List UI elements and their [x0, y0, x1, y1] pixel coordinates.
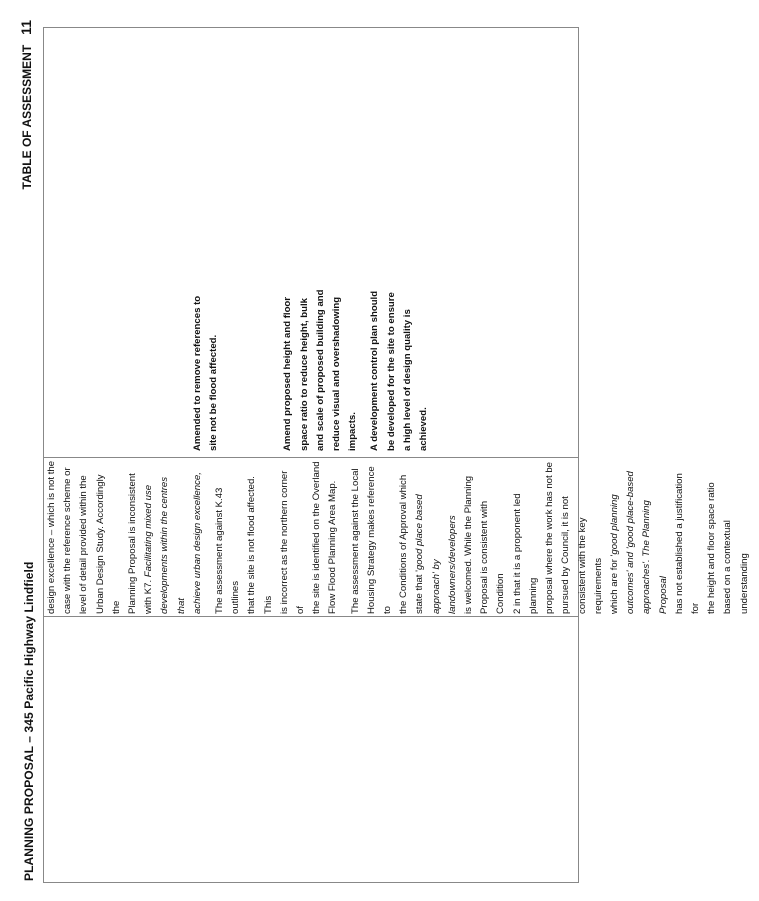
response-spacer [228, 31, 280, 451]
assessment-column [44, 460, 759, 614]
response-paragraph: Amended to remove references to site not be flood affected. [192, 295, 220, 451]
response-paragraph: A development control plan should be developed for the site to ensure a high level of design quality is achieved. [369, 290, 430, 451]
assessment-table [43, 27, 750, 883]
response-spacer [44, 31, 190, 451]
column-divider [44, 457, 578, 458]
response-column [44, 31, 438, 451]
section-title: TABLE OF ASSESSMENT [20, 44, 34, 190]
assessment-paragraph: The assessment against the Local Housing Strategy makes reference to the Conditions of Approval which state that 'good place based approach' by landowners/developers is welcomed. While the Planning Proposal is consistent with Condition 2 in that it is a proponent led planning proposal where the work has not be pursued by Council, it is not consistent with the key requirements which are for 'good planning outcomes' and 'good place-based approaches'. The Planning Proposal has not established a justification for the height and floor space ratio based on a contextual understanding [349, 462, 750, 614]
column-divider [44, 616, 578, 617]
section-header [18, 20, 34, 190]
page-number: 11 [18, 20, 34, 35]
assessment-paragraph: The assessment against K.43 outlines that the site is not flood affected. This is incorrect as the northern corner of the site is identified on the Overland Flow Flood Planning Area Map. [214, 461, 339, 614]
assessment-paragraph: design excellence – which is not the case with the reference scheme or level of detail provided within the Urban Design Study. Accordingly the Planning Proposal is inconsistent with K7. Facilitating mixed use developments within the centres that achieve urban design excellence, [46, 460, 203, 614]
document-title: PLANNING PROPOSAL – 345 Pacific Highway Lindfield [22, 561, 36, 881]
response-paragraph: Amend proposed height and floor space ratio to reduce height, bulk and scale of proposed building and reduce visual and overshadowing impacts. [282, 289, 359, 451]
